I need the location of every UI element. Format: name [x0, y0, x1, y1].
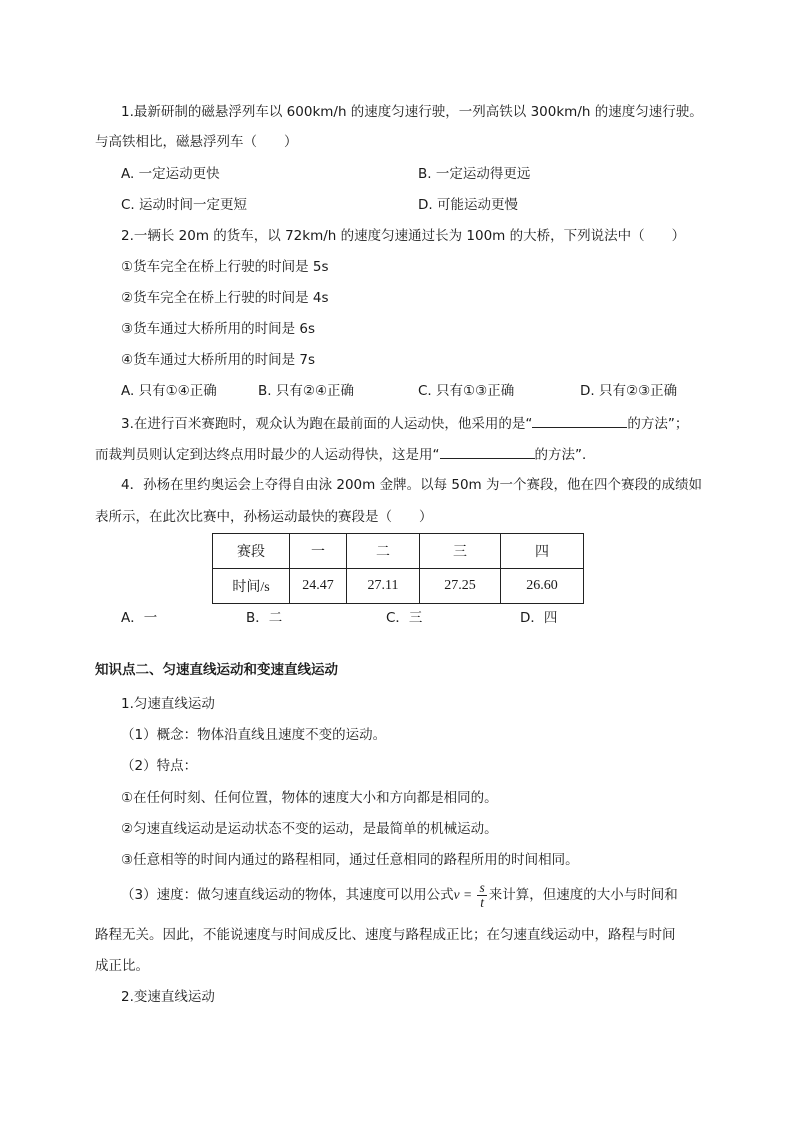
- q4-option-d: D．四: [520, 610, 558, 626]
- q2-statement-1: ①货车完全在桥上行驶的时间是 5s: [121, 259, 329, 275]
- table-row: [213, 569, 584, 604]
- q2-option-d: D. 只有②③正确: [580, 383, 678, 399]
- table-cell: 时间/s: [213, 569, 290, 604]
- q1-stem-line1: 1.最新研制的磁悬浮列车以 600km/h 的速度匀速行驶，一列高铁以 300km/h 的速度匀速行驶。: [121, 104, 703, 120]
- table-header-cell: 二: [347, 534, 420, 569]
- q2-statement-4: ④货车通过大桥所用的时间是 7s: [121, 352, 316, 368]
- q3-line1: [121, 413, 688, 433]
- table-header-row: [213, 534, 584, 569]
- subsection-title-2: 2.变速直线运动: [121, 989, 215, 1005]
- q2-statement-2: ②货车完全在桥上行驶的时间是 4s: [121, 290, 329, 306]
- table-header-cell: 一: [290, 534, 347, 569]
- table-cell: 27.25: [420, 569, 501, 604]
- q3-blank-2[interactable]: [440, 444, 535, 459]
- feature-point-1: ①在任何时刻、任何位置，物体的速度大小和方向都是相同的。: [121, 790, 498, 806]
- q3-line1-text-b: 的方法”；: [627, 416, 689, 432]
- q2-option-c: C. 只有①③正确: [418, 383, 515, 399]
- q4-stem-line2: 表所示，在此次比赛中，孙杨运动最快的赛段是（ ）: [95, 509, 433, 525]
- speed-line1: [121, 880, 678, 910]
- table-header-cell: 赛段: [213, 534, 290, 569]
- q3-line2: [95, 444, 596, 464]
- q2-statement-3: ③货车通过大桥所用的时间是 6s: [121, 321, 316, 337]
- table-header-cell: 三: [420, 534, 501, 569]
- speed-line3: 成正比。: [95, 958, 149, 974]
- concept-text: （1）概念：物体沿直线且速度不变的运动。: [121, 727, 387, 743]
- q1-option-d: D. 可能运动更慢: [418, 197, 518, 213]
- feature-label: （2）特点：: [121, 758, 198, 774]
- speed-line2: 路程无关。因此，不能说速度与时间成反比、速度与路程成正比；在匀速直线运动中，路程与时间: [95, 927, 676, 943]
- q4-score-table: [212, 533, 584, 604]
- q1-option-a: A. 一定运动更快: [121, 166, 220, 182]
- q3-line2-text-a: 而裁判员则认定到达终点用时最少的人运动得快，这是用“: [95, 447, 440, 463]
- table-header-cell: 四: [501, 534, 584, 569]
- q1-option-c: C. 运动时间一定更短: [121, 197, 248, 213]
- q4-option-a: A．一: [121, 610, 158, 626]
- q4-option-b: B．二: [246, 610, 283, 626]
- section-title: 知识点二、匀速直线运动和变速直线运动: [95, 662, 338, 678]
- equals-sign: =: [459, 887, 476, 902]
- q2-option-a: A. 只有①④正确: [121, 383, 217, 399]
- q2-option-b: B. 只有②④正确: [258, 383, 355, 399]
- feature-point-2: ②匀速直线运动是运动状态不变的运动，是最简单的机械运动。: [121, 821, 498, 837]
- q3-line2-text-b: 的方法”．: [534, 447, 596, 463]
- subsection-title: 1.匀速直线运动: [121, 696, 215, 712]
- q1-stem-line2: 与高铁相比，磁悬浮列车（ ）: [95, 134, 298, 150]
- table-cell: 26.60: [501, 569, 584, 604]
- table-cell: 24.47: [290, 569, 347, 604]
- speed-text-b: 来计算，但速度的大小与时间和: [488, 887, 678, 903]
- feature-point-3: ③任意相等的时间内通过的路程相同，通过任意相同的路程所用的时间相同。: [121, 852, 579, 868]
- q3-line1-text-a: 3.在进行百米赛跑时，观众认为跑在最前面的人运动快，他采用的是“: [121, 416, 533, 432]
- table-cell: 27.11: [347, 569, 420, 604]
- formula-numerator: s: [479, 879, 485, 895]
- speed-variable: v: [453, 887, 460, 902]
- q3-blank-1[interactable]: [532, 413, 627, 428]
- formula-denominator: t: [480, 894, 484, 910]
- q2-stem: 2.一辆长 20m 的货车，以 72km/h 的速度匀速通过长为 100m 的大桥，下列说法中（ ）: [121, 228, 686, 244]
- speed-text-a: （3）速度：做匀速直线运动的物体，其速度可以用公式: [121, 887, 454, 903]
- q4-stem-line1: 4．孙杨在里约奥运会上夺得自由泳 200m 金牌。以每 50m 为一个赛段，他在四个赛段的成绩如: [121, 477, 702, 493]
- q4-option-c: C．三: [386, 610, 423, 626]
- speed-formula: [477, 881, 486, 910]
- q1-option-b: B. 一定运动得更远: [418, 166, 531, 182]
